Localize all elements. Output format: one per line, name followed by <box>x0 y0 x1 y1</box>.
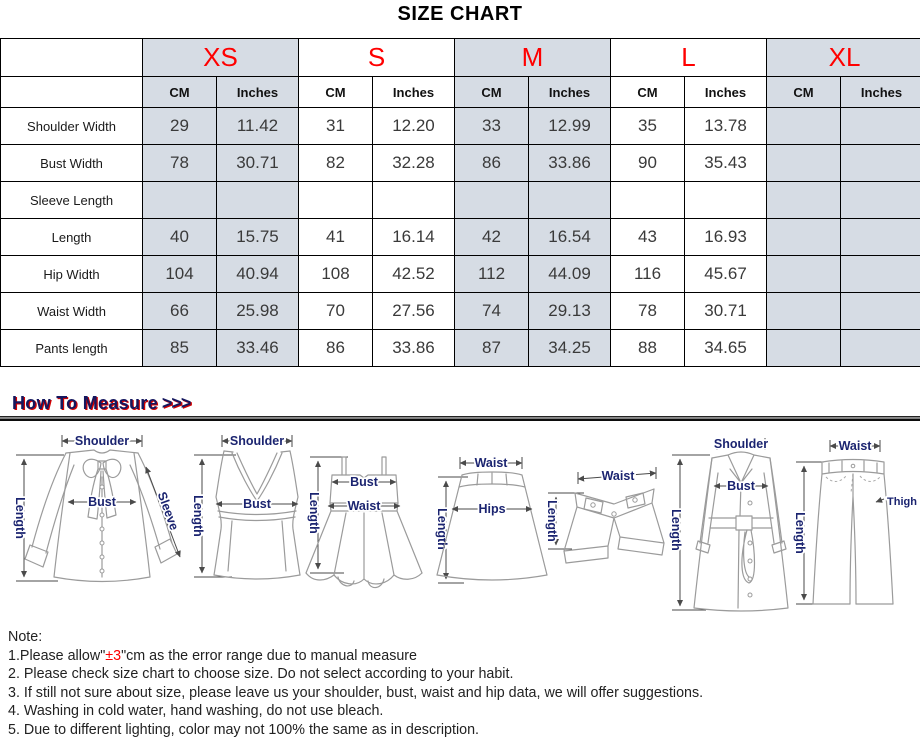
value-cell <box>841 145 920 182</box>
how-to-measure-heading <box>12 393 190 414</box>
value-cell <box>685 182 767 219</box>
value-cell: 13.78 <box>685 108 767 145</box>
notes-heading: Note: <box>8 629 43 645</box>
pants-thigh-label: Thigh <box>887 496 917 508</box>
note-line-2: 2. Please check size chart to choose size. Do not select according to your habit. <box>8 666 514 683</box>
value-cell <box>529 182 611 219</box>
shorts-diagram <box>545 467 664 563</box>
value-cell: 29 <box>143 108 217 145</box>
value-cell: 40 <box>143 219 217 256</box>
section-divider <box>0 416 920 421</box>
value-cell <box>841 219 920 256</box>
value-cell <box>767 182 841 219</box>
row-label: Pants length <box>1 330 143 367</box>
note1-pre: 1.Please allow" <box>8 647 106 664</box>
value-cell: 31 <box>299 108 373 145</box>
value-cell: 40.94 <box>217 256 299 293</box>
value-cell: 85 <box>143 330 217 367</box>
row-label: Length <box>1 219 143 256</box>
value-cell <box>841 330 920 367</box>
value-cell: 108 <box>299 256 373 293</box>
pants-length-label: Length <box>793 512 807 554</box>
value-cell: 12.20 <box>373 108 455 145</box>
notes-section <box>8 628 913 740</box>
value-cell: 25.98 <box>217 293 299 330</box>
trench-coat-diagram <box>669 437 788 611</box>
blouse-shoulder-label: Shoulder <box>74 434 130 448</box>
value-cell <box>373 182 455 219</box>
value-cell: 33 <box>455 108 529 145</box>
value-cell: 35.43 <box>685 145 767 182</box>
value-cell: 16.14 <box>373 219 455 256</box>
blouse-length-label: Length <box>13 497 27 539</box>
pants-diagram <box>793 439 917 604</box>
note1-post: "cm as the error range due to manual measure <box>121 647 418 664</box>
value-cell <box>767 145 841 182</box>
size-header-m: M <box>455 39 611 77</box>
size-header-s: S <box>299 39 455 77</box>
table-row <box>1 182 920 219</box>
value-cell: 33.46 <box>217 330 299 367</box>
value-cell: 42 <box>455 219 529 256</box>
value-cell: 74 <box>455 293 529 330</box>
unit-header-row <box>1 77 920 108</box>
value-cell: 90 <box>611 145 685 182</box>
table-row <box>1 145 920 182</box>
value-cell: 43 <box>611 219 685 256</box>
table-row <box>1 219 920 256</box>
coat-bust-label: Bust <box>727 479 755 493</box>
size-header-xl: XL <box>767 39 920 77</box>
value-cell: 44.09 <box>529 256 611 293</box>
note-line-5: 5. Due to different lighting, color may not 100% the same as in description. <box>8 721 480 738</box>
value-cell <box>767 108 841 145</box>
value-cell <box>841 182 920 219</box>
value-cell: 86 <box>455 145 529 182</box>
value-cell: 11.42 <box>217 108 299 145</box>
value-cell: 112 <box>455 256 529 293</box>
row-label: Shoulder Width <box>1 108 143 145</box>
unit-header-cm: CM <box>611 77 685 108</box>
row-label: Waist Width <box>1 293 143 330</box>
shorts-length-label: Length <box>545 500 559 542</box>
note-line-4: 4. Washing in cold water, hand washing, do not use bleach. <box>8 703 384 720</box>
value-cell <box>767 219 841 256</box>
value-cell: 45.67 <box>685 256 767 293</box>
value-cell: 116 <box>611 256 685 293</box>
value-cell <box>299 182 373 219</box>
pants-waist-label: Waist <box>838 439 872 453</box>
value-cell <box>767 256 841 293</box>
top-shoulder-label: Shoulder <box>229 434 285 448</box>
corner-cell <box>1 77 143 108</box>
measurement-diagrams <box>0 425 920 625</box>
row-label: Bust Width <box>1 145 143 182</box>
value-cell: 34.65 <box>685 330 767 367</box>
value-cell <box>455 182 529 219</box>
dress-bust-label: Bust <box>350 475 378 489</box>
note-line-3: 3. If still not sure about size, please leave us your shoulder, bust, waist and hip data, we will offer suggestions. <box>8 684 704 701</box>
size-header-xs: XS <box>143 39 299 77</box>
blouse-bust-label: Bust <box>88 495 116 509</box>
coat-shoulder-label: Shoulder <box>713 437 769 451</box>
unit-header-cm: CM <box>455 77 529 108</box>
unit-header-cm: CM <box>299 77 373 108</box>
shorts-waist-label: Waist <box>601 469 635 483</box>
unit-header-inches: Inches <box>373 77 455 108</box>
value-cell: 15.75 <box>217 219 299 256</box>
note-line-1 <box>8 647 913 666</box>
blouse-diagram <box>13 434 181 582</box>
size-header-l: L <box>611 39 767 77</box>
top-length-label: Length <box>191 495 205 537</box>
value-cell: 78 <box>143 145 217 182</box>
row-label: Sleeve Length <box>1 182 143 219</box>
error-range-value: ±3 <box>105 647 122 664</box>
size-header-row <box>1 39 920 77</box>
table-row <box>1 256 920 293</box>
value-cell: 32.28 <box>373 145 455 182</box>
table-row <box>1 108 920 145</box>
unit-header-inches: Inches <box>529 77 611 108</box>
value-cell: 34.25 <box>529 330 611 367</box>
row-label: Hip Width <box>1 256 143 293</box>
value-cell <box>143 182 217 219</box>
value-cell: 82 <box>299 145 373 182</box>
dress-waist-label: Waist <box>347 499 381 513</box>
value-cell: 27.56 <box>373 293 455 330</box>
value-cell: 78 <box>611 293 685 330</box>
value-cell <box>841 293 920 330</box>
unit-header-cm: CM <box>143 77 217 108</box>
value-cell: 35 <box>611 108 685 145</box>
value-cell: 88 <box>611 330 685 367</box>
skirt-diagram <box>435 456 547 583</box>
value-cell <box>767 293 841 330</box>
unit-header-inches: Inches <box>217 77 299 108</box>
value-cell <box>611 182 685 219</box>
skirt-hips-label: Hips <box>478 502 506 516</box>
value-cell: 33.86 <box>529 145 611 182</box>
value-cell: 12.99 <box>529 108 611 145</box>
value-cell <box>841 108 920 145</box>
value-cell <box>767 330 841 367</box>
value-cell: 66 <box>143 293 217 330</box>
skirt-waist-label: Waist <box>474 456 508 470</box>
unit-header-inches: Inches <box>685 77 767 108</box>
value-cell: 104 <box>143 256 217 293</box>
value-cell: 41 <box>299 219 373 256</box>
skirt-length-label: Length <box>435 508 449 550</box>
corner-cell <box>1 39 143 77</box>
page-title: SIZE CHART <box>397 3 523 25</box>
top-bust-label: Bust <box>243 497 271 511</box>
cami-dress-diagram <box>306 457 422 588</box>
unit-header-cm: CM <box>767 77 841 108</box>
sleeveless-top-diagram <box>191 434 300 579</box>
size-chart-table <box>0 38 920 367</box>
chevrons-icon: >>> <box>161 393 191 413</box>
value-cell: 30.71 <box>685 293 767 330</box>
value-cell <box>841 256 920 293</box>
value-cell: 29.13 <box>529 293 611 330</box>
how-to-measure-text: How To Measure <box>12 393 158 413</box>
value-cell: 86 <box>299 330 373 367</box>
value-cell: 33.86 <box>373 330 455 367</box>
unit-header-inches: Inches <box>841 77 920 108</box>
value-cell: 16.54 <box>529 219 611 256</box>
value-cell: 42.52 <box>373 256 455 293</box>
table-row <box>1 330 920 367</box>
coat-length-label: Length <box>669 509 683 551</box>
table-row <box>1 293 920 330</box>
value-cell: 87 <box>455 330 529 367</box>
value-cell <box>217 182 299 219</box>
value-cell: 16.93 <box>685 219 767 256</box>
dress-length-label: Length <box>307 492 321 534</box>
blouse-sleeve-label: Sleeve <box>154 489 182 533</box>
value-cell: 30.71 <box>217 145 299 182</box>
value-cell: 70 <box>299 293 373 330</box>
